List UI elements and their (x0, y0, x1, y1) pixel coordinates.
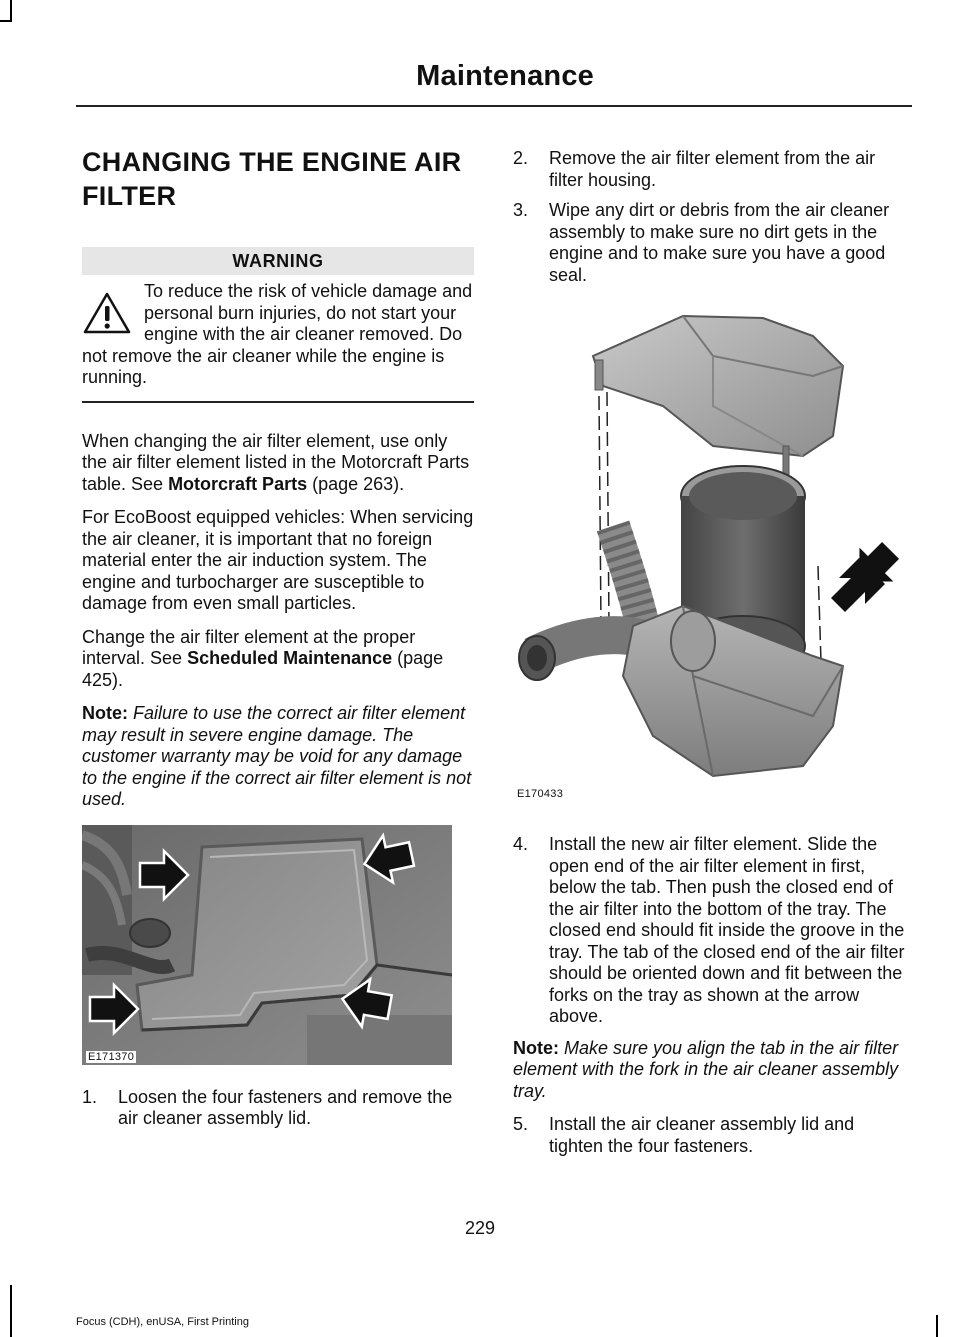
warning-box (82, 281, 474, 389)
page-number: 229 (464, 1218, 496, 1238)
air-filter-housing (623, 606, 843, 776)
warning-text: To reduce the risk of vehicle damage and personal burn injuries, do not start your engine with the air cleaner removed. Do not remove the air cleaner while the engine is running. (82, 281, 473, 387)
cross-reference-link[interactable]: Motorcraft Parts (168, 473, 308, 494)
warning-label: WARNING (82, 247, 474, 275)
crop-mark (0, 20, 12, 22)
steps-list (513, 1114, 909, 1157)
crop-mark (10, 1285, 12, 1337)
figure-air-cleaner-lid (82, 825, 452, 1065)
figure-id: E171370 (88, 1050, 135, 1063)
step-item: 5. Install the air cleaner assembly lid and tighten the four fasteners. (513, 1114, 855, 1156)
note-label: Note: (82, 703, 128, 723)
paragraph: For EcoBoost equipped vehicles: When servicing the air cleaner, it is important that no foreign material enter the air induction system. The engine and turbocharger are susceptible to damage from even small particles. (82, 507, 474, 613)
air-filter-exploded-illustration (513, 296, 909, 786)
air-cleaner-lid (593, 316, 843, 476)
header-rule (76, 105, 912, 107)
left-column (82, 140, 474, 1139)
note-text: Failure to use the correct air filter element may result in severe engine damage. The customer warranty may be void for any damage to the engine if the correct air filter element is not used. (82, 703, 472, 809)
filter-tab-arrow (831, 533, 908, 612)
note (82, 703, 474, 811)
warning-triangle-icon (82, 291, 132, 335)
cross-reference-link[interactable]: Scheduled Maintenance (187, 648, 393, 668)
section-title: CHANGING THE ENGINE AIR FILTER (82, 147, 462, 211)
crop-mark (936, 1315, 938, 1337)
note-label: Note: (513, 1037, 559, 1058)
figure-id: E170433 (517, 788, 564, 800)
note-text: Make sure you align the tab in the air filter element with the fork in the air cleaner assembly tray. (513, 1037, 899, 1101)
crop-mark (10, 0, 12, 22)
right-column (513, 148, 909, 1166)
paragraph: Change the air filter element at the proper interval. See Scheduled Maintenance (page 425). (82, 626, 444, 690)
warning-rule (82, 401, 474, 403)
step-item: 2. Remove the air filter element from the air filter housing. (513, 148, 876, 190)
step-item: 3. Wipe any dirt or debris from the air cleaner assembly to make sure no dirt gets in the engine and to make sure you have a good seal. (513, 200, 890, 285)
step-item: 4. Install the new air filter element. Slide the open end of the air filter element in first, below the tab. Then push the closed end of the air filter into the bottom of the tray. The closed end should fit inside the groove in the tray. The tab of the closed end of the air filter should be oriented down and fit between the forks on the tray as shown at the arrow above. (513, 834, 905, 1026)
figure-air-filter-assembly (513, 296, 909, 816)
air-cleaner-lid-illustration (82, 825, 452, 1065)
note (513, 1038, 909, 1103)
steps-list (513, 834, 909, 1028)
paragraph: When changing the air filter element, use only the air filter element listed in the Motorcraft Parts table. See Motorcraft Parts (page 263). (82, 430, 470, 494)
page-header-title: Maintenance (416, 60, 594, 92)
step-item: 1. Loosen the four fasteners and remove the air cleaner assembly lid. (82, 1086, 453, 1128)
steps-list (82, 1087, 474, 1130)
footer-text: Focus (CDH), enUSA, First Printing (76, 1316, 249, 1328)
steps-list (513, 148, 909, 286)
